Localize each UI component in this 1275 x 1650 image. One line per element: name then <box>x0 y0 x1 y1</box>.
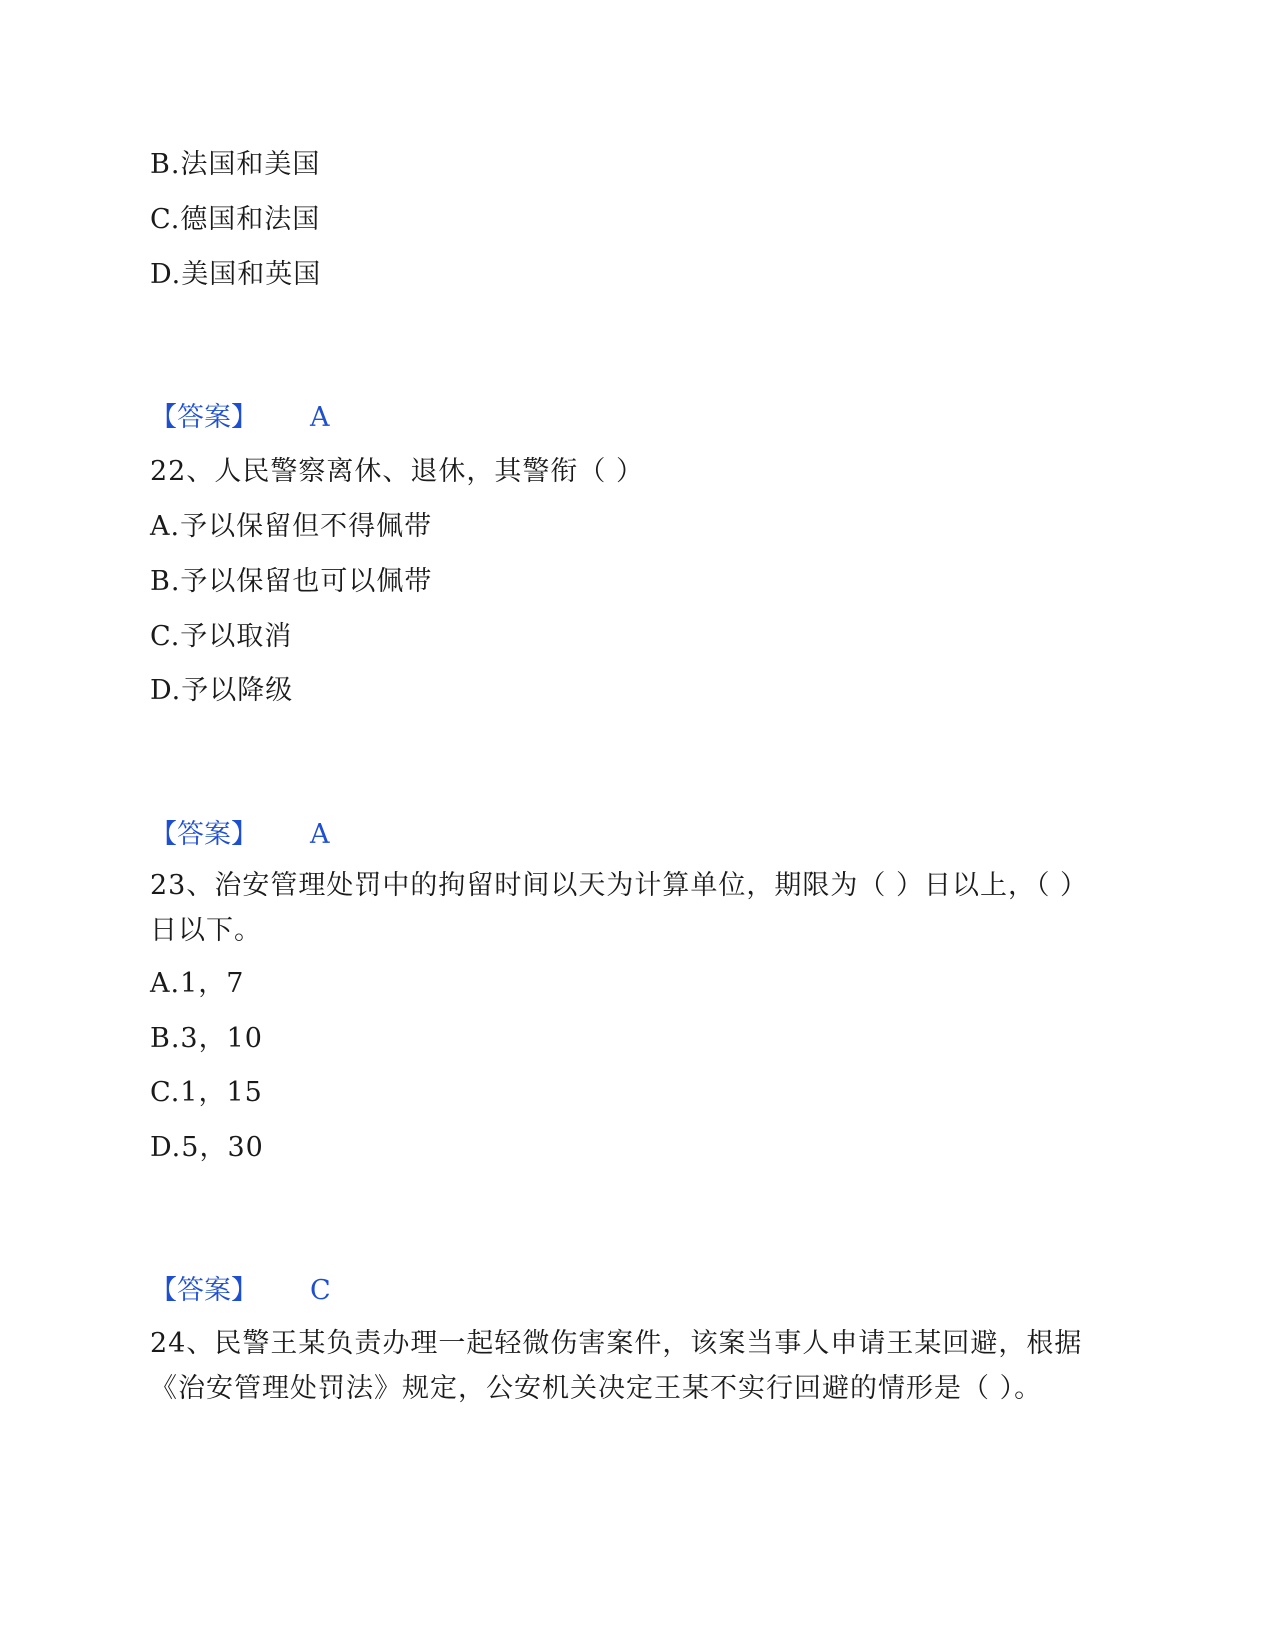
q22-option-a: A.予以保留但不得佩带 <box>150 511 433 542</box>
q22-answer <box>150 815 330 855</box>
q23-option-b: B.3，10 <box>150 1023 263 1054</box>
q21-answer <box>150 398 330 438</box>
answer-value: C <box>310 1275 331 1306</box>
q23-answer <box>150 1271 331 1311</box>
answer-label: 【答案】 <box>150 402 258 433</box>
answer-value: A <box>310 819 330 850</box>
q22-stem: 22、人民警察离休、退休，其警衔（ ） <box>150 456 644 487</box>
answer-value: A <box>310 402 330 433</box>
answer-label: 【答案】 <box>150 1275 258 1306</box>
q22-option-d: D.予以降级 <box>150 675 294 706</box>
q23-option-d: D.5，30 <box>150 1132 264 1163</box>
q21-option-c: C.德国和法国 <box>150 204 321 235</box>
q23-stem-line2: 日以下。 <box>150 915 262 946</box>
q23-option-c: C.1，15 <box>150 1077 263 1108</box>
q21-option-d: D.美国和英国 <box>150 259 322 290</box>
q23-option-a: A.1，7 <box>150 968 245 999</box>
q24-stem-line2: 《治安管理处罚法》规定，公安机关决定王某不实行回避的情形是（ ）。 <box>150 1373 1043 1404</box>
answer-label: 【答案】 <box>150 819 258 850</box>
q24-stem-line1: 24、民警王某负责办理一起轻微伤害案件，该案当事人申请王某回避，根据 <box>150 1328 1083 1359</box>
q22-option-c: C.予以取消 <box>150 621 293 652</box>
q23-stem-line1: 23、治安管理处罚中的拘留时间以天为计算单位，期限为（ ）日以上，（ ） <box>150 870 1089 901</box>
q21-option-b: B.法国和美国 <box>150 149 321 180</box>
q22-option-b: B.予以保留也可以佩带 <box>150 566 433 597</box>
